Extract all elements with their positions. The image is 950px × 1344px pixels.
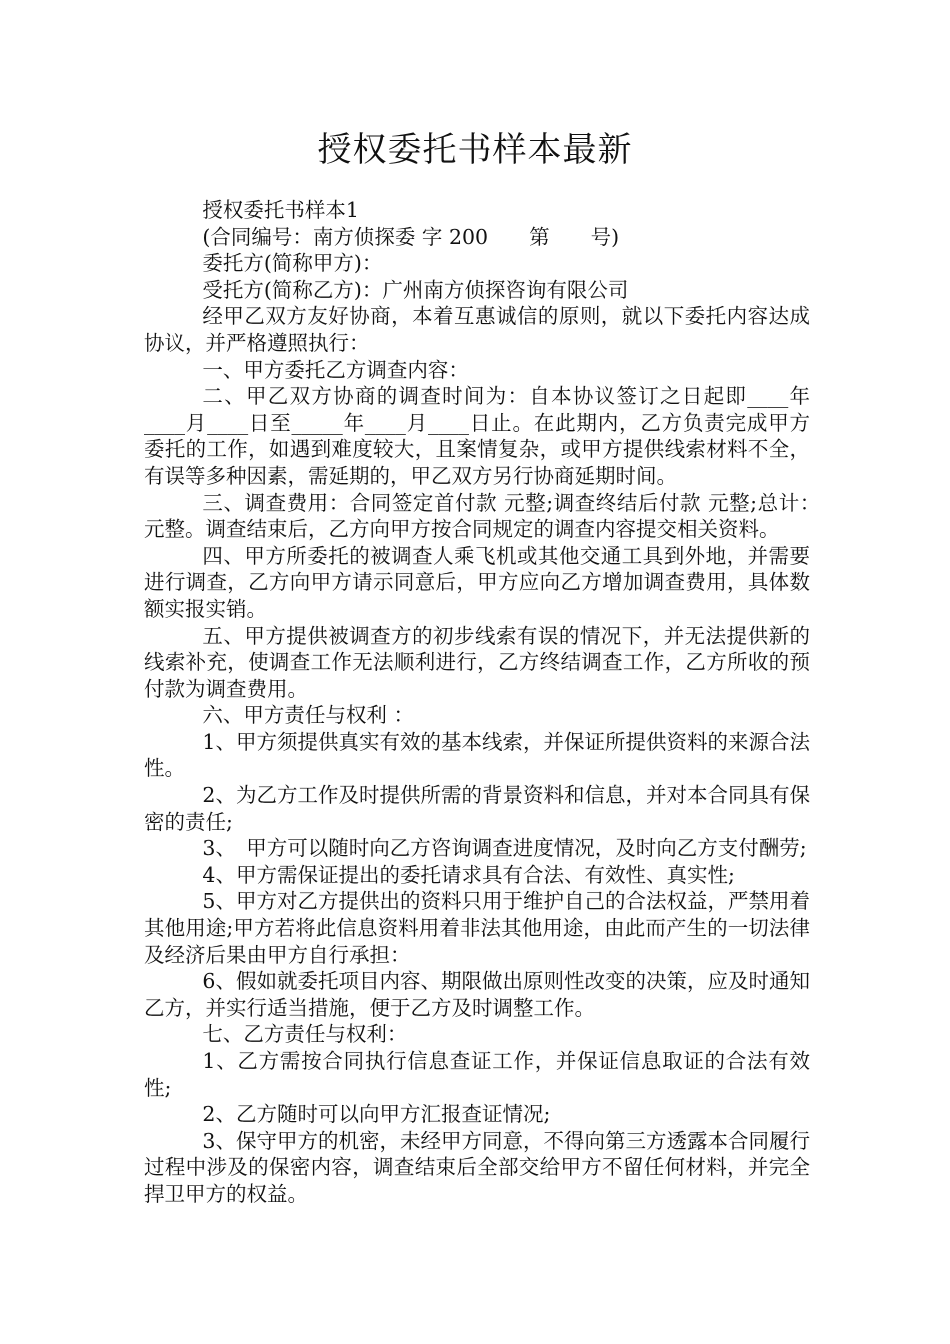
- paragraph-party-a: 委托方(简称甲方)：: [202, 251, 383, 276]
- paragraph-clause-6-item-6: 6、假如就委托项目内容、期限做出原则性改变的决策，应及时通知乙方，并实行适当措施，便于乙方及时调整工作。: [144, 969, 810, 1020]
- document-title: 授权委托书样本最新: [317, 130, 633, 170]
- paragraph-clause-6-item-1: 1、甲方须提供真实有效的基本线索，并保证所提供资料的来源合法性。: [144, 729, 810, 781]
- paragraph-contract-number: (合同编号：南方侦探委 字 200 第 号): [202, 224, 620, 249]
- paragraph-clause-7-item-1: 1、乙方需按合同执行信息查证工作，并保证信息取证的合法有效性;: [144, 1049, 810, 1100]
- paragraph-clause-6-item-5: 5、甲方对乙方提供出的资料只用于维护自己的合法权益，严禁用着其他用途;甲方若将此信息资料用着非法其他用途，由此而产生的一切法律及经济后果由甲方自行承担：: [144, 889, 810, 967]
- paragraph-clause-5: 五、甲方提供被调查方的初步线索有误的情况下，并无法提供新的线索补充，使调查工作无法顺利进行，乙方终结调查工作，乙方所收的预付款为调查费用。: [144, 623, 810, 701]
- paragraph-clause-3: 三、调查费用：合同签定首付款 元整;调查终结后付款 元整;总计： 元整。调查结束后，乙方向甲方按合同规定的调查内容提交相关资料。: [144, 490, 831, 542]
- paragraph-clause-1: 一、甲方委托乙方调查内容：: [202, 357, 469, 382]
- paragraph-clause-6-heading: 六、甲方责任与权利 ：: [202, 703, 414, 728]
- paragraph-party-b: 受托方(简称乙方)：广州南方侦探咨询有限公司: [202, 277, 629, 302]
- document-body: [144, 197, 831, 1208]
- paragraph-clause-6-item-3: 3、 甲方可以随时向乙方咨询调查进度情况，及时向乙方支付酬劳;: [202, 836, 807, 861]
- paragraph-clause-6-item-2: 2、为乙方工作及时提供所需的背景资料和信息，并对本合同具有保密的责任;: [144, 783, 810, 834]
- paragraph-clause-4: 四、甲方所委托的被调查人乘飞机或其他交通工具到外地，并需要进行调查，乙方向甲方请示同意后，甲方应向乙方增加调查费用，具体数额实报实销。: [144, 543, 810, 621]
- paragraph-clause-7-heading: 七、乙方责任与权利：: [202, 1022, 408, 1047]
- paragraph-clause-7-item-2: 2、乙方随时可以向甲方汇报查证情况;: [202, 1102, 551, 1127]
- paragraph-preamble: 经甲乙双方友好协商，本着互惠诚信的原则，就以下委托内容达成协议，并严格遵照执行：: [144, 304, 810, 355]
- paragraph-sample-heading: 授权委托书样本1: [202, 198, 359, 222]
- paragraph-clause-7-item-3: 3、保守甲方的机密，未经甲方同意，不得向第三方透露本合同履行过程中涉及的保密内容，调查结束后全部交给甲方不留任何材料，并完全捍卫甲方的权益。: [144, 1128, 810, 1206]
- paragraph-clause-6-item-4: 4、甲方需保证提出的委托请求具有合法、有效性、真实性;: [202, 862, 735, 887]
- paragraph-clause-2: 二、甲乙双方协商的调查时间为：自本协议签订之日起即____年____月____日至_____年____月____日止。在此期内，乙方负责完成甲方委托的工作，如遇到难度较大，且案情复杂，或甲方提供线索材料不全，有误等多种因素，需延期的，甲乙双方另行协商延期时间。: [144, 384, 810, 488]
